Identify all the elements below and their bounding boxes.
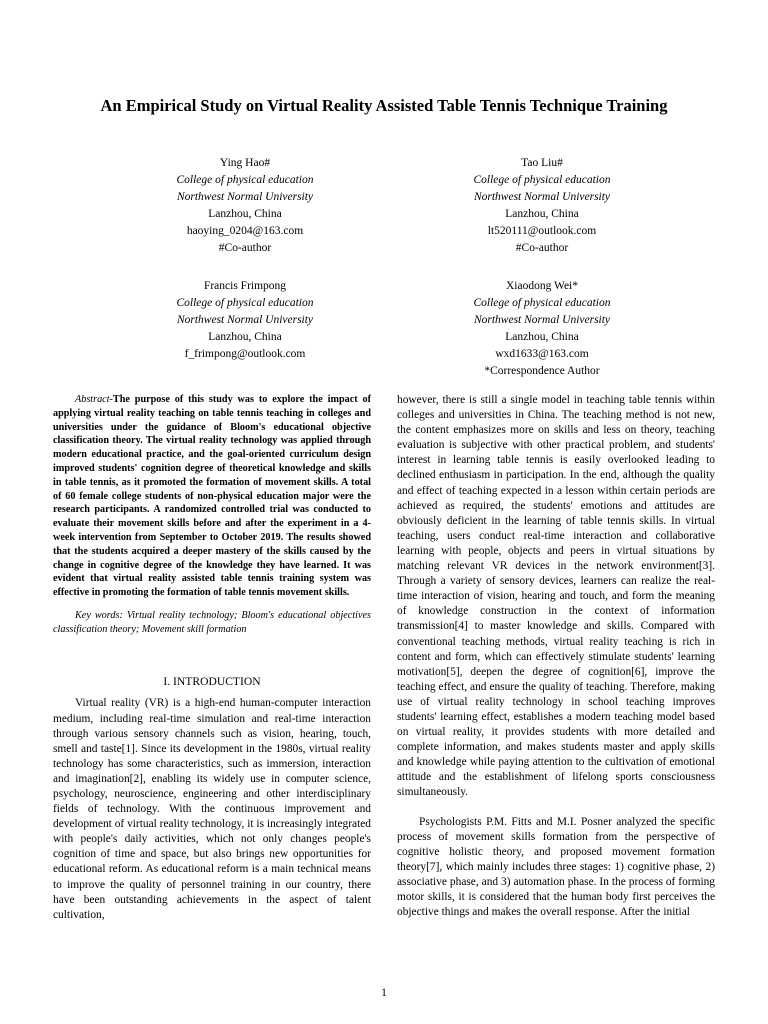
author-note: #Co-author <box>218 242 272 254</box>
author-location: Lanzhou, China <box>505 208 579 220</box>
author-note: *Correspondence Author <box>484 365 600 377</box>
abstract-lead: Abstract- <box>75 394 113 405</box>
author-university: Northwest Normal University <box>176 314 314 326</box>
author-department: College of physical education <box>473 297 611 309</box>
author-name: Ying Hao# <box>219 157 271 169</box>
author-university: Northwest Normal University <box>176 191 314 203</box>
author-name: Francis Frimpong <box>203 280 287 292</box>
body-paragraph-fitts-posner: Psychologists P.M. Fitts and M.I. Posner analyzed the specific process of movement skills formation from the perspective of cognitive holistic theory, and proposed movement formation theory[7], which mainly includes three stages: 1) cognitive phase, 2) associative phase, and 3) automation phase. In the process of forming motor skills, it is considered that the human body first perceives the objective things and makes the overall response. After the initial <box>397 815 715 919</box>
paper-title: An Empirical Study on Virtual Reality Assisted Table Tennis Technique Training <box>100 96 668 115</box>
author-email: f_frimpong@outlook.com <box>184 348 306 360</box>
author-university: Northwest Normal University <box>473 191 611 203</box>
author-email: wxd1633@163.com <box>495 348 589 360</box>
author-block-2 <box>407 155 677 257</box>
intro-paragraph-1: Virtual reality (VR) is a high-end human-computer interaction medium, including real-time simulation and real-time interaction through various sensory channels such as vision, hearing, touch, smell and taste[1]. Since its development in the 1980s, virtual reality technology has some characteristics, such as immersion, interaction and imagination[2], enabling its widely use in computer science, psychology, neuroscience, engineering and other interdisciplinary fields of technology. With the continuous improvement and development of virtual reality technology, it is increasingly integrated with people's daily activities, which not only changes people's cognition of time and space, but also brings new opportunities for educational reform. As educational reform is a main technical means to improve the quality of personnel training in our country, there have been outstanding achievements in the aspect of talent cultivation, <box>53 697 371 921</box>
author-email: lt520111@outlook.com <box>487 225 597 237</box>
author-block-4 <box>407 278 677 380</box>
abstract-body: The purpose of this study was to explore the impact of applying virtual reality teaching on table tennis teaching in colleges and universities under the guidance of Bloom's educational objective classification theory. The virtual reality technology was applied through modern educational practice, and the goal-oriented curriculum design improved students' cognition degree of theoretical knowledge and skills in table tennis, as it promoted the formation of movement skills. A total of 60 female college students of non-physical education major were the research participants. A randomized controlled trial was conducted to evaluate their movement skills before and after the experiment in a 4-week intervention from September to October 2019. The results showed that the students acquired a deeper mastery of the skills caused by the change in cognitive degree of the knowledge they have learned. It was evident that virtual reality assisted table tennis training system was effective in promoting the formation of table tennis movement skills. <box>53 394 371 599</box>
author-name: Tao Liu# <box>521 157 563 169</box>
author-location: Lanzhou, China <box>505 331 579 343</box>
author-location: Lanzhou, China <box>208 331 282 343</box>
author-department: College of physical education <box>473 174 611 186</box>
page-number: 1 <box>381 987 387 999</box>
paragraph-spacer <box>397 801 715 815</box>
left-column <box>53 393 371 923</box>
author-name: Xiaodong Wei* <box>505 280 578 292</box>
author-email: haoying_0204@163.com <box>186 225 304 237</box>
author-department: College of physical education <box>176 297 314 309</box>
author-note: #Co-author <box>515 242 569 254</box>
author-block-3 <box>110 278 380 363</box>
abstract <box>53 393 371 600</box>
author-department: College of physical education <box>176 174 314 186</box>
body-paragraph-continued: however, there is still a single model in teaching table tennis within colleges and universities in China. The teaching method is not new, the content emphasizes more on skills and less on theory, teaching evaluation is subjective with other practical problem, and students' interest in learning table tennis is easily overlooked leading to declined enthusiasm in participation. In the end, although the quality and effect of teaching expected in a lesson within certain periods are achieved as required, the students' emotions and attitudes are obviously deficient in the learning of table tennis skills. In virtual teaching, users conduct real-time interaction and collaborative learning with people, objects and peers in virtual situations by matching relevant VR devices in the network environment[3]. Through a variety of sensory devices, learners can realize the real-time interaction of vision, hearing and touch, and form the meaning of knowledge construction in the context of information transmission[4] to master knowledge and skills. Compared with conventional teaching methods, virtual reality teaching is rich in content and form, which can effectively stimulate students' learning motivation[5], deepen the degree of cognition[6], improve the teaching effect, and ensure the quality of teaching. Therefore, making use of virtual reality technology in school teaching improves students' learning effect, establishes a modern teaching model based on virtual reality, it provides students with more detailed and complete information, and makes students master and apply skills and knowledge while paying attention to the cultivation of emotional attitude and the establishment of lifelong sports consciousness simultaneously. <box>397 394 715 799</box>
keywords: Key words: Virtual reality technology; Bloom's educational objectives classification theory; Movement skill formation <box>53 609 371 636</box>
author-block-1 <box>110 155 380 257</box>
author-location: Lanzhou, China <box>208 208 282 220</box>
right-column <box>397 393 715 920</box>
author-university: Northwest Normal University <box>473 314 611 326</box>
section-heading-introduction: I. INTRODUCTION <box>163 675 261 689</box>
